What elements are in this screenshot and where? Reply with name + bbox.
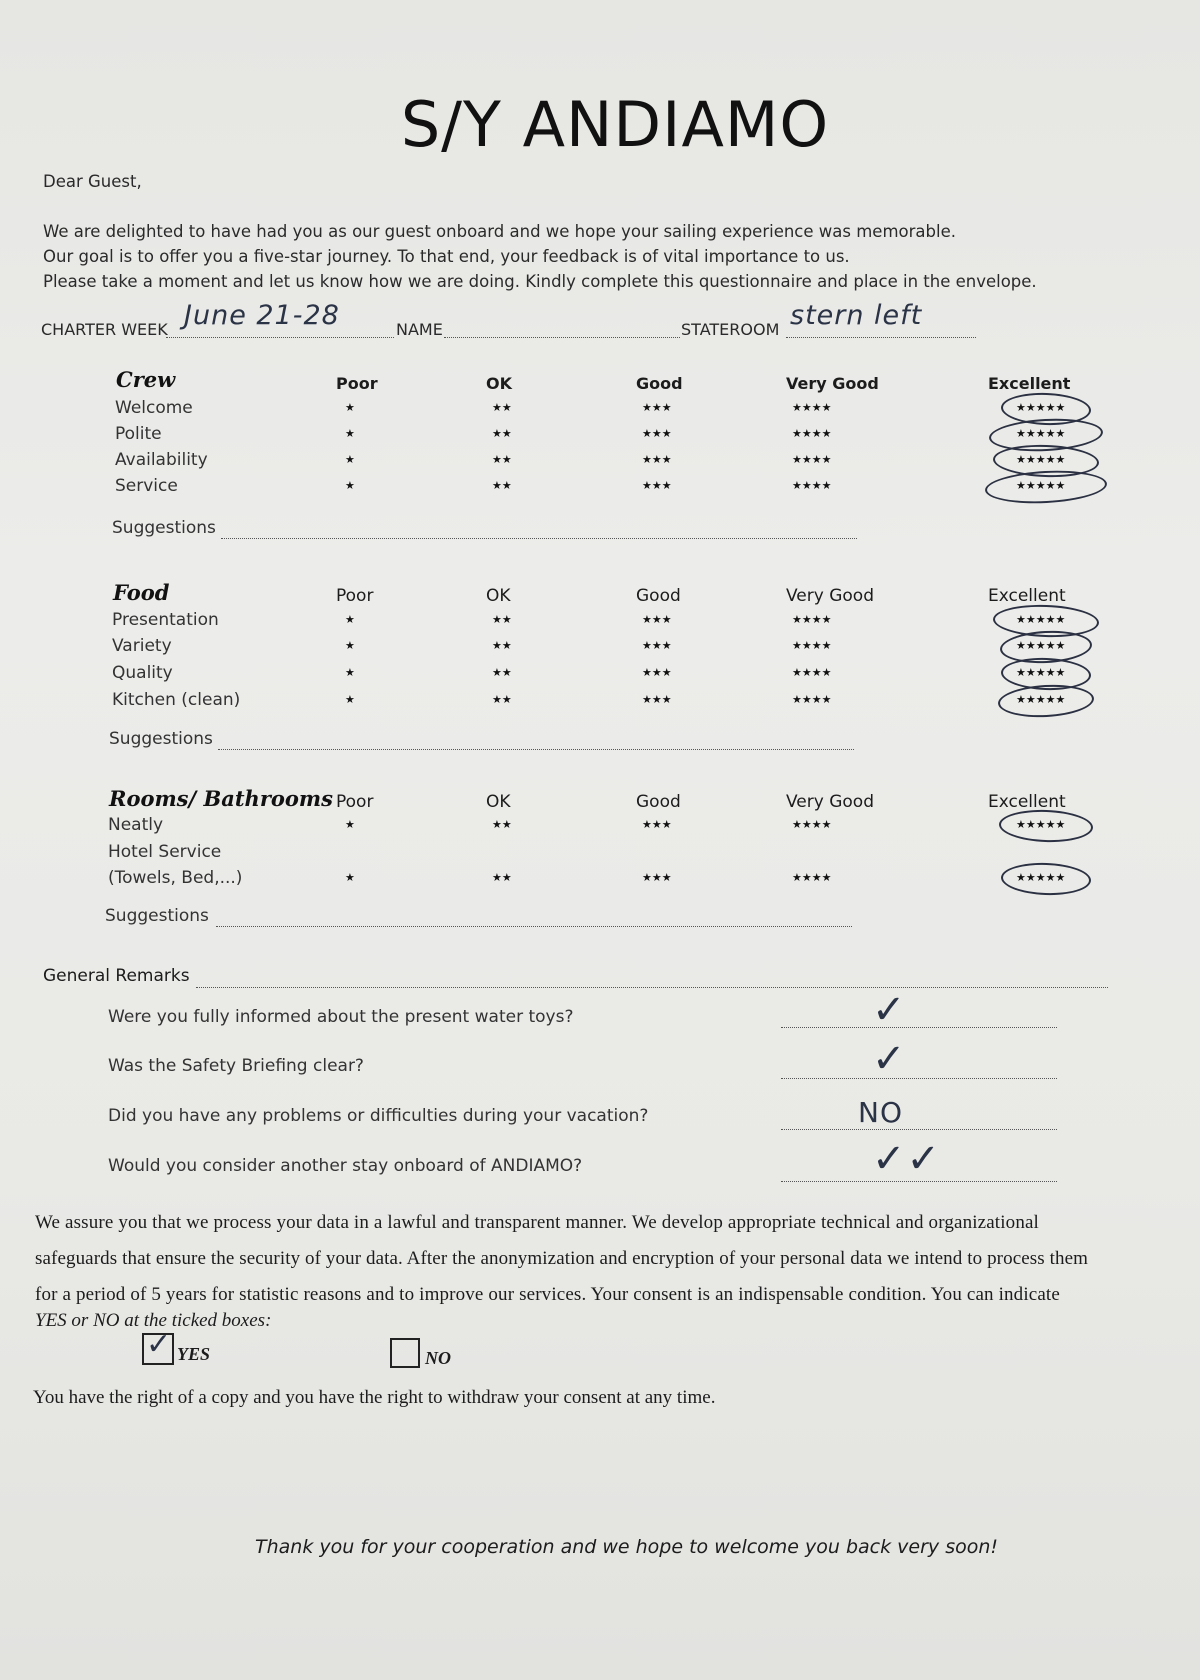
rating-column-header: Excellent <box>988 374 1071 393</box>
rating-star-option[interactable]: ★★★★★ <box>1016 640 1066 652</box>
rating-star-option[interactable]: ★ <box>345 872 355 884</box>
rating-star-option[interactable]: ★★★★ <box>792 402 832 414</box>
handwritten-answer: ✓ <box>872 987 907 1033</box>
consent-yes-check-mark: ✓ <box>146 1327 173 1362</box>
question-text: Was the Safety Briefing clear? <box>108 1056 364 1076</box>
question-text: Did you have any problems or difficulties during your vacation? <box>108 1106 649 1126</box>
rating-star-option[interactable]: ★★★★ <box>792 819 832 831</box>
handwritten-answer: ✓ <box>872 1036 907 1082</box>
intro-line-1: We are delighted to have had you as our guest onboard and we hope your sailing experience was memorable. <box>43 222 956 241</box>
section-title: Crew <box>116 367 176 392</box>
rating-star-option[interactable]: ★★★★★ <box>1016 480 1066 492</box>
rating-star-option[interactable]: ★★ <box>492 614 512 626</box>
consent-yes-label: YES <box>177 1344 211 1364</box>
suggestions-line[interactable] <box>221 538 857 539</box>
handwritten-answer: ✓✓ <box>872 1136 942 1182</box>
privacy-line-1: We assure you that we process your data in a lawful and transparent manner. We develop appropriate technical and organizational <box>35 1212 1039 1233</box>
question-text: Would you consider another stay onboard of ANDIAMO? <box>108 1156 583 1176</box>
general-remarks-line[interactable] <box>196 987 1108 988</box>
rating-column-header: Good <box>636 792 681 812</box>
rating-column-header: Poor <box>336 586 374 606</box>
rating-column-header: Very Good <box>786 374 879 393</box>
rating-row-label: Variety <box>112 636 172 656</box>
rating-star-option[interactable]: ★ <box>345 614 355 626</box>
rating-star-option[interactable]: ★★★★★ <box>1016 819 1066 831</box>
rating-star-option[interactable]: ★★★★★ <box>1016 454 1066 466</box>
privacy-line-4: YES or NO at the ticked boxes: <box>35 1310 272 1331</box>
rating-row-label: Kitchen (clean) <box>112 690 241 710</box>
consent-yes-checkbox[interactable] <box>142 1327 174 1365</box>
rating-star-option[interactable]: ★★★ <box>642 480 672 492</box>
selected-rating-circle <box>1000 861 1091 896</box>
rating-column-header: OK <box>486 586 511 606</box>
name-label: NAME <box>396 320 443 339</box>
rating-star-option[interactable]: ★★★★★ <box>1016 428 1066 440</box>
rating-column-header: Very Good <box>786 586 874 606</box>
suggestions-label: Suggestions <box>109 729 213 749</box>
rating-star-option[interactable]: ★★★★ <box>792 614 832 626</box>
closing-message: Thank you for your cooperation and we hope to welcome you back very soon! <box>255 1536 999 1558</box>
rating-row-label: (Towels, Bed,...) <box>108 868 243 888</box>
selected-rating-circle <box>997 683 1095 720</box>
rating-star-option[interactable]: ★★ <box>492 454 512 466</box>
rating-row-label: Service <box>115 476 178 496</box>
rating-star-option[interactable]: ★★ <box>492 819 512 831</box>
privacy-line-2: safeguards that ensure the security of your data. After the anonymization and encryption of your personal data we intend to process them <box>35 1248 1088 1269</box>
rating-star-option[interactable]: ★★★ <box>642 694 672 706</box>
answer-line[interactable] <box>781 1129 1057 1130</box>
rating-star-option[interactable]: ★★★ <box>642 872 672 884</box>
rating-star-option[interactable]: ★ <box>345 428 355 440</box>
suggestions-line[interactable] <box>216 926 852 927</box>
rating-star-option[interactable]: ★★ <box>492 640 512 652</box>
rating-star-option[interactable]: ★★★★ <box>792 428 832 440</box>
rating-column-header: Excellent <box>988 586 1066 606</box>
intro-line-3: Please take a moment and let us know how we are doing. Kindly complete this questionnaire and place in the envelope. <box>43 272 1037 291</box>
rating-star-option[interactable]: ★★ <box>492 694 512 706</box>
rating-star-option[interactable]: ★★ <box>492 480 512 492</box>
rating-column-header: Good <box>636 586 681 606</box>
name-line[interactable] <box>444 337 680 338</box>
stateroom-value[interactable]: stern left <box>790 300 923 331</box>
section-title: Rooms/ Bathrooms <box>109 786 333 811</box>
rating-column-header: Good <box>636 374 683 393</box>
rating-star-option[interactable]: ★ <box>345 667 355 679</box>
rating-star-option[interactable]: ★★★★ <box>792 667 832 679</box>
rating-star-option[interactable]: ★★★★ <box>792 694 832 706</box>
privacy-line-3: for a period of 5 years for statistic reasons and to improve our services. Your consent is an indispensable condition. You can indicate <box>35 1284 1060 1305</box>
handwritten-answer: NO <box>858 1096 903 1129</box>
suggestions-line[interactable] <box>218 749 854 750</box>
rating-star-option[interactable]: ★ <box>345 819 355 831</box>
rating-star-option[interactable]: ★★★★ <box>792 454 832 466</box>
stateroom-line <box>786 337 976 338</box>
rating-column-header: OK <box>486 792 511 812</box>
consent-no-label: NO <box>425 1348 451 1368</box>
answer-line[interactable] <box>781 1078 1057 1079</box>
rating-star-option[interactable]: ★★ <box>492 872 512 884</box>
suggestions-label: Suggestions <box>112 518 216 538</box>
greeting: Dear Guest, <box>43 172 142 191</box>
rating-row-label: Polite <box>115 424 162 444</box>
rating-star-option[interactable]: ★★★ <box>642 454 672 466</box>
section-title: Food <box>113 580 170 605</box>
rights-text: You have the right of a copy and you have the right to withdraw your consent at any time. <box>33 1387 716 1408</box>
rating-star-option[interactable]: ★★★ <box>642 640 672 652</box>
charter-week-value[interactable]: June 21-28 <box>184 300 340 331</box>
intro-line-2: Our goal is to offer you a five-star journey. To that end, your feedback is of vital importance to us. <box>43 247 850 266</box>
rating-star-option[interactable]: ★★★ <box>642 402 672 414</box>
page-title: S/Y ANDIAMO <box>400 88 830 161</box>
rating-star-option[interactable]: ★★ <box>492 667 512 679</box>
rating-star-option[interactable]: ★ <box>345 454 355 466</box>
rating-row-label: Quality <box>112 663 173 683</box>
rating-star-option[interactable]: ★★★★★ <box>1016 614 1066 626</box>
general-remarks-label: General Remarks <box>43 966 190 986</box>
consent-no-checkbox[interactable] <box>390 1338 420 1368</box>
rating-star-option[interactable]: ★★★★★ <box>1016 402 1066 414</box>
rating-star-option[interactable]: ★★★★★ <box>1016 872 1066 884</box>
rating-star-option[interactable]: ★ <box>345 640 355 652</box>
rating-star-option[interactable]: ★★★ <box>642 819 672 831</box>
rating-star-option[interactable]: ★ <box>345 694 355 706</box>
rating-star-option[interactable]: ★★★★ <box>792 872 832 884</box>
rating-column-header: Very Good <box>786 792 874 812</box>
rating-row-label: Hotel Service <box>108 842 222 862</box>
question-text: Were you fully informed about the present water toys? <box>108 1007 574 1027</box>
rating-star-option[interactable]: ★★★ <box>642 667 672 679</box>
rating-column-header: Poor <box>336 374 378 393</box>
rating-column-header: Excellent <box>988 792 1066 812</box>
rating-star-option[interactable]: ★★ <box>492 402 512 414</box>
selected-rating-circle <box>998 808 1093 843</box>
rating-column-header: Poor <box>336 792 374 812</box>
charter-week-label: CHARTER WEEK <box>41 320 168 339</box>
selected-rating-circle <box>984 468 1108 506</box>
rating-row-label: Presentation <box>112 610 219 630</box>
rating-star-option[interactable]: ★★★ <box>642 428 672 440</box>
suggestions-label: Suggestions <box>105 906 209 926</box>
rating-star-option[interactable]: ★★★★ <box>792 640 832 652</box>
rating-column-header: OK <box>486 374 512 393</box>
rating-star-option[interactable]: ★★★★ <box>792 480 832 492</box>
charter-week-line <box>166 337 394 338</box>
stateroom-label: STATEROOM <box>681 320 780 339</box>
rating-star-option[interactable]: ★★ <box>492 428 512 440</box>
rating-row-label: Availability <box>115 450 208 470</box>
rating-star-option[interactable]: ★★★★★ <box>1016 667 1066 679</box>
rating-star-option[interactable]: ★ <box>345 402 355 414</box>
answer-line[interactable] <box>781 1027 1057 1028</box>
rating-star-option[interactable]: ★★★★★ <box>1016 694 1066 706</box>
rating-row-label: Neatly <box>108 815 164 835</box>
rating-star-option[interactable]: ★★★ <box>642 614 672 626</box>
rating-star-option[interactable]: ★ <box>345 480 355 492</box>
rating-row-label: Welcome <box>115 398 193 418</box>
